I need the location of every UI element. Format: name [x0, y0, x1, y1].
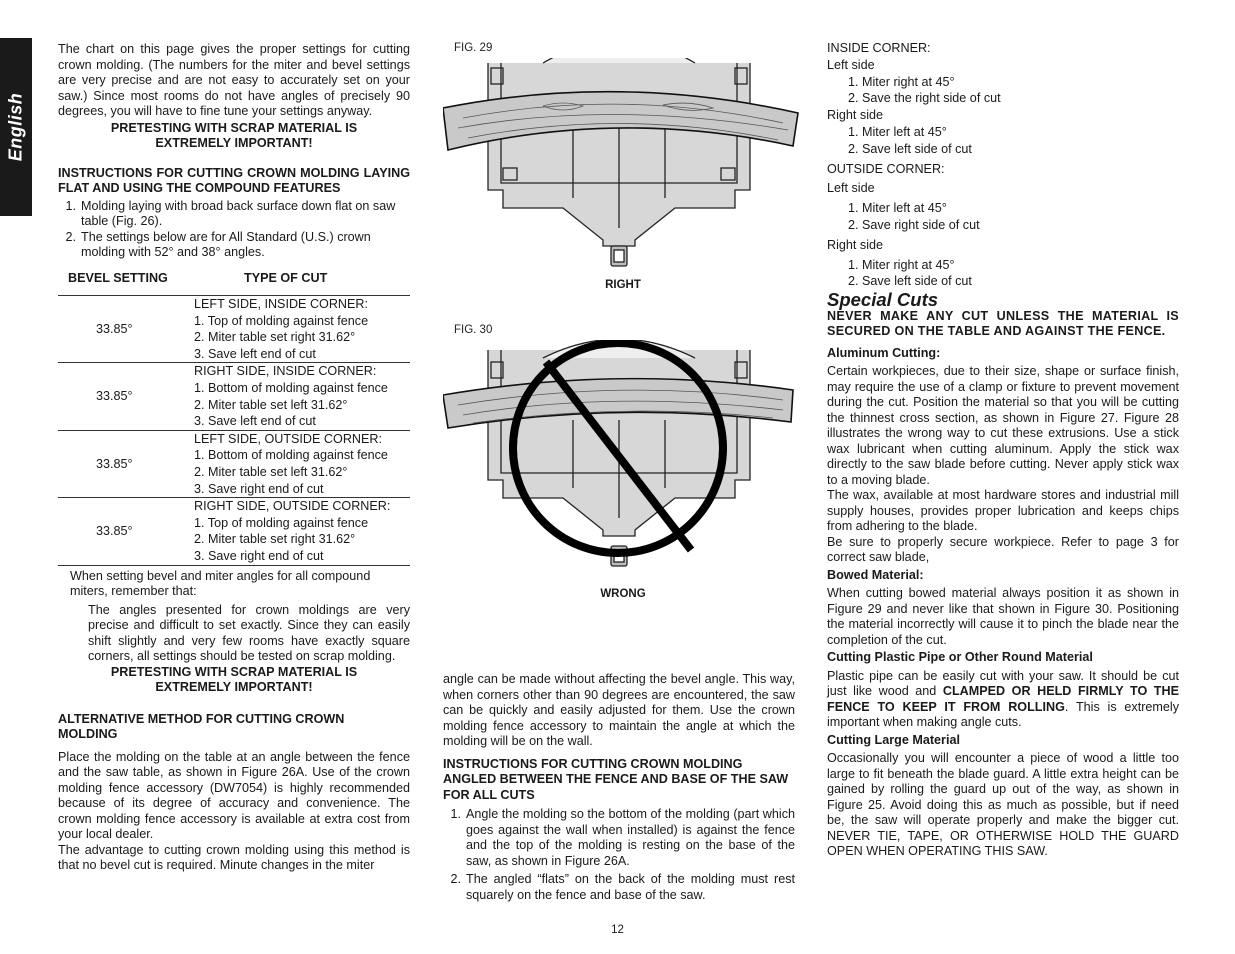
fig30-label: FIG. 30: [454, 324, 493, 336]
aluminum-paragraph-3: Be sure to properly secure workpiece. Refer to page 3 for correct saw blade,: [827, 534, 1179, 565]
outside-left-step-2: 2. Save right side of cut: [848, 217, 980, 232]
bevel-column-header: BEVEL SETTING: [68, 270, 168, 285]
cut-line: 2. Miter table set right 31.62°: [194, 532, 356, 547]
angled-instructions-heading: INSTRUCTIONS FOR CUTTING CROWN MOLDING ANGLED BETWEEN THE FENCE AND BASE OF THE SAW FOR ALL CUTS: [443, 756, 789, 802]
outside-right-step-1: 1. Miter right at 45°: [848, 257, 955, 272]
outside-right-side: Right side: [827, 237, 884, 252]
bevel-angle-paragraph: angle can be made without affecting the bevel angle. This way, when corners other than 90 degrees are encountered, the saw can be quickly and easily adjusted for them. Use the crown molding fence accessory to maintain the angle at which the molding will be on the wall.: [443, 672, 795, 748]
bevel-value: 33.85°: [58, 498, 194, 565]
column-right: [827, 40, 1179, 860]
bowed-paragraph: When cutting bowed material always position it as shown in Figure 29 and never like that shown in Figure 30. Positioning the material incorrectly will cause it to pinch the blade near the completion of the cut.: [827, 586, 1179, 647]
aluminum-heading: Aluminum Cutting:: [827, 345, 941, 360]
bowed-heading: Bowed Material:: [827, 567, 924, 582]
aluminum-paragraph-1: Certain workpieces, due to their size, shape or surface finish, may require the use of a clamp or fixture to prevent movement during the cut. Position the material so that you will be cutting the thinnest cross section, as shown in Figure 27. Figure 28 illustrates the wrong way to cut these extrusions. Use a stick wax lubricant when cutting aluminum. Apply the stick wax directly to the saw blade before cutting. Never apply stick wax to a moving blade.: [827, 364, 1179, 487]
fig29-label: FIG. 29: [454, 42, 493, 54]
pipe-text-a: Plastic pipe can be easily cut with your saw. It should be cut just like wood and: [827, 668, 1179, 699]
cut-line: 1. Bottom of molding against fence: [194, 380, 388, 395]
cut-type-cell: [194, 296, 410, 363]
cut-line: 1. Bottom of molding against fence: [194, 448, 388, 463]
column-middle: [443, 0, 795, 954]
outside-left-side: Left side: [827, 181, 875, 196]
cut-line: RIGHT SIDE, INSIDE CORNER:: [194, 364, 377, 379]
fig29-caption: RIGHT: [605, 279, 641, 291]
cut-line: RIGHT SIDE, OUTSIDE CORNER:: [194, 499, 391, 514]
type-column-header: TYPE OF CUT: [244, 270, 328, 285]
cut-line: 2. Miter table set right 31.62°: [194, 330, 356, 345]
step-item: 2. The angled “flats” on the back of the molding must rest squarely on the fence and base of the saw.: [450, 872, 795, 902]
large-material-paragraph: Occasionally you will encounter a piece of wood a little too large to fit beneath the blade guard. A little extra height can be gained by rolling the guard up out of the way, as shown in Figure 25. Avoid doing this as much as possible, but if need be, the saw will operate properly and make the bigger cut. NEVER TIE, TAPE, OR OTHERWISE HOLD THE GUARD OPEN WHEN OPERATING THIS SAW.: [827, 751, 1179, 859]
inside-corner-heading: INSIDE CORNER:: [827, 41, 931, 55]
figure-30-illustration: [443, 340, 803, 580]
compound-miters-note: When setting bevel and miter angles for all compound miters, remember that:: [70, 568, 371, 598]
cut-line: 3. Save left end of cut: [194, 414, 316, 429]
page-number: 12: [611, 924, 624, 936]
pipe-text-bold: CLAMPED OR HELD FIRMLY TO THE FENCE TO KEEP IT FROM ROLLING: [827, 684, 1179, 714]
inside-left-step-1: 1. Miter right at 45°: [848, 74, 955, 89]
outside-left-step-1: 1. Miter left at 45°: [848, 201, 947, 216]
column-left: [58, 42, 410, 874]
plastic-pipe-paragraph: [827, 669, 1179, 731]
secure-material-warning: NEVER MAKE ANY CUT UNLESS THE MATERIAL IS SECURED ON THE TABLE AND AGAINST THE FENCE.: [827, 308, 1179, 339]
bevel-settings-table: [58, 271, 410, 566]
bevel-value: 33.85°: [58, 363, 194, 430]
step-item: 2. The settings below are for All Standard (U.S.) crown molding with 52° and 38° angles.: [65, 229, 371, 259]
pipe-text-c: . This is extremely important when making angle cuts.: [827, 699, 1179, 730]
alternative-method-heading: ALTERNATIVE METHOD FOR CUTTING CROWN MOLDING: [58, 711, 345, 741]
step-item: 1. Molding laying with broad back surface down flat on saw table (Fig. 26).: [65, 198, 396, 228]
cut-line: LEFT SIDE, INSIDE CORNER:: [194, 297, 369, 311]
column-middle-text: [443, 672, 795, 903]
language-tab: [0, 38, 32, 216]
cut-line: 1. Top of molding against fence: [194, 515, 369, 530]
cut-line: 3. Save left end of cut: [194, 346, 316, 361]
cut-line: 2. Miter table set left 31.62°: [194, 397, 348, 412]
inside-left-side: Left side: [827, 57, 875, 72]
angles-note: The angles presented for crown moldings are very precise and difficult to set exactly. Since they can easily shift slightly and very few rooms have exactly square corners, all settings should be tested on scrap molding.: [88, 602, 410, 663]
cut-type-cell: [194, 363, 410, 430]
special-cuts-title: Special Cuts: [827, 289, 939, 311]
inside-right-side: Right side: [827, 108, 884, 123]
instructions-steps: [58, 199, 410, 261]
table-row: [58, 363, 410, 430]
figure-29-illustration: [443, 58, 803, 278]
outside-right-step-2: 2. Save left side of cut: [848, 274, 972, 289]
table-row: [58, 296, 410, 363]
cut-line: 1. Top of molding against fence: [194, 313, 369, 328]
aluminum-paragraph-2: The wax, available at most hardware stores and industrial mill supply houses, provides proper lubrication and keeps chips from adhering to the blade.: [827, 488, 1179, 534]
large-material-heading: Cutting Large Material: [827, 732, 960, 747]
step-item: 1. Angle the molding so the bottom of the molding (part which goes against the wall when installed) is against the fence and the top of the molding is resting on the base of the saw, as shown in Figure 26A.: [450, 807, 795, 868]
table-row: [58, 430, 410, 497]
inside-right-step-2: 2. Save left side of cut: [848, 141, 972, 156]
cut-type-cell: [194, 430, 410, 497]
pretesting-warning: PRETESTING WITH SCRAP MATERIAL IS EXTREMELY IMPORTANT!: [110, 120, 358, 150]
cut-type-cell: [194, 498, 410, 565]
pretesting-warning-2: PRETESTING WITH SCRAP MATERIAL IS EXTREMELY IMPORTANT!: [110, 664, 358, 694]
bevel-value: 33.85°: [58, 430, 194, 497]
cut-line: 3. Save right end of cut: [194, 481, 324, 496]
cut-line: 3. Save right end of cut: [194, 548, 324, 563]
inside-left-step-2: 2. Save the right side of cut: [848, 91, 1001, 106]
inside-right-step-1: 1. Miter left at 45°: [848, 124, 947, 139]
table-row: [58, 498, 410, 565]
special-cuts-section: [827, 289, 1179, 860]
angled-steps: [443, 807, 795, 903]
cut-line: 2. Miter table set left 31.62°: [194, 464, 348, 479]
alternative-method-advantage: The advantage to cutting crown molding using this method is that no bevel cut is required. Minute changes in the miter: [58, 842, 410, 872]
alternative-method-paragraph: Place the molding on the table at an angle between the fence and the saw table, as shown in Figure 26A. Use of the crown molding fence accessory (DW7054) is highly recommended because of its degree of accuracy and convenience. The crown molding fence accessory is available at extra cost from your local dealer.: [58, 749, 410, 841]
intro-paragraph: The chart on this page gives the proper settings for cutting crown molding. (The numbers for the miter and bevel settings are very precise and are not easy to accurately set on your saw.) Since most rooms do not have angles of precisely 90 degrees, you will have to fine tune your settings anyway.: [58, 42, 410, 118]
bevel-value: 33.85°: [58, 296, 194, 363]
cut-line: LEFT SIDE, OUTSIDE CORNER:: [194, 431, 383, 446]
plastic-pipe-heading: Cutting Plastic Pipe or Other Round Material: [827, 650, 1093, 665]
language-tab-label: English: [5, 92, 26, 162]
fig30-caption: WRONG: [600, 588, 646, 600]
outside-corner-heading: OUTSIDE CORNER:: [827, 161, 945, 176]
instructions-heading: INSTRUCTIONS FOR CUTTING CROWN MOLDING LAYING FLAT AND USING THE COMPOUND FEATURES: [58, 165, 410, 195]
